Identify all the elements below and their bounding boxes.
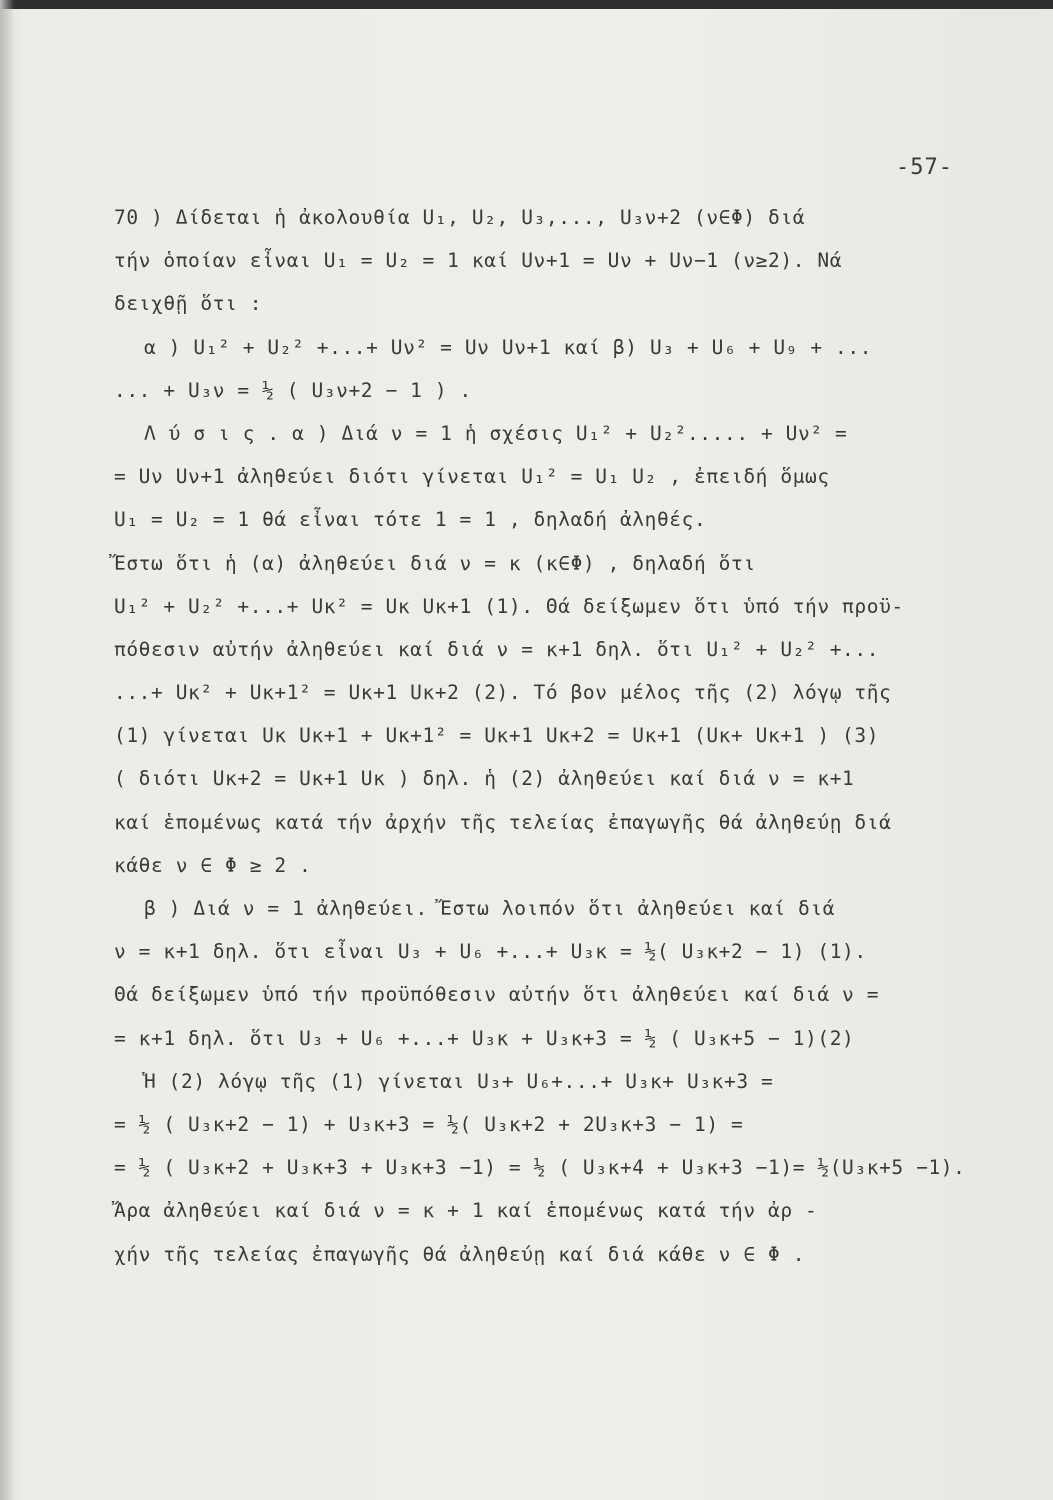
text-line: (1) γίνεται Uκ Uκ+1 + Uκ+1² = Uκ+1 Uκ+2 = Uκ+1 (Uκ+ Uκ+1 ) (3) [114,724,880,748]
text-line: κάθε ν ∈ Φ ≥ 2 . [114,853,312,877]
text-line: = κ+1 δηλ. ὅτι U₃ + U₆ +...+ U₃κ + U₃κ+3 = ½ ( U₃κ+5 − 1)(2) [114,1026,855,1050]
text-line: α ) U₁² + U₂² +...+ Uν² = Uν Uν+1 καί β) U₃ + U₆ + U₉ + ... [144,335,873,359]
page-number: -57- [896,155,953,180]
text-line: U₁ = U₂ = 1 θά εἶναι τότε 1 = 1 , δηλαδή ἀληθές. [114,508,707,532]
text-line: U₁² + U₂² +...+ Uκ² = Uκ Uκ+1 (1). Θά δείξωμεν ὅτι ὑπό τήν προϋ- [114,594,904,618]
text-line: καί ἑπομένως κατά τήν ἀρχήν τῆς τελείας ἐπαγωγῆς θά ἀληθεύῃ διά [114,810,892,834]
text-line: ... + U₃ν = ½ ( U₃ν+2 − 1 ) . [114,378,472,402]
text-line: πόθεσιν αὐτήν ἀληθεύει καί διά ν = κ+1 δηλ. ὅτι U₁² + U₂² +... [114,637,880,661]
text-line: β ) Διά ν = 1 ἀληθεύει. Ἔστω λοιπόν ὅτι ἀληθεύει καί διά [144,897,836,920]
scan-top-band [0,0,1053,9]
text-line: ( διότι Uκ+2 = Uκ+1 Uκ ) δηλ. ἡ (2) ἀληθεύει καί διά ν = κ+1 [114,767,855,791]
text-line: Ἔστω ὅτι ἡ (α) ἀληθεύει διά ν = κ (κ∈Φ) , δηλαδή ὅτι [114,551,756,575]
text-line: δειχθῇ ὅτι : [114,292,263,316]
text-line: 70 ) Δίδεται ἡ ἀκολουθία U₁, U₂, U₃,..., U₃ν+2 (ν∈Φ) διά [114,206,806,229]
binding-edge [0,0,14,1500]
text-line: ν = κ+1 δηλ. ὅτι εἶναι U₃ + U₆ +...+ U₃κ = ½( U₃κ+2 − 1) (1). [114,940,867,964]
text-line: Λ ύ σ ι ς . α ) Διά ν = 1 ἡ σχέσις U₁² + U₂²..... + Uν² = [144,421,848,445]
body-text [114,196,966,1276]
text-line: = ½ ( U₃κ+2 − 1) + U₃κ+3 = ½( U₃κ+2 + 2U₃κ+3 − 1) = [114,1112,744,1136]
text-line: ...+ Uκ² + Uκ+1² = Uκ+1 Uκ+2 (2). Τό βον μέλος τῆς (2) λόγῳ τῆς [114,681,892,705]
text-line: Ἡ (2) λόγῳ τῆς (1) γίνεται U₃+ U₆+...+ U₃κ+ U₃κ+3 = [144,1069,774,1093]
text-line: = Uν Uν+1 ἀληθεύει διότι γίνεται U₁² = U₁ U₂ , ἐπειδή ὅμως [114,465,830,489]
text-line: Θά δείξωμεν ὑπό τήν προϋπόθεσιν αὐτήν ὅτι ἀληθεύει καί διά ν = [114,983,880,1007]
text-line: = ½ ( U₃κ+2 + U₃κ+3 + U₃κ+3 −1) = ½ ( U₃κ+4 + U₃κ+3 −1)= ½(U₃κ+5 −1). [114,1156,966,1180]
text-line: τήν ὁποίαν εἶναι U₁ = U₂ = 1 καί Uν+1 = Uν + Uν−1 (ν≥2). Νά [114,249,843,273]
text-line: χήν τῆς τελείας ἐπαγωγῆς θά ἀληθεύῃ καί διά κάθε ν ∈ Φ . [114,1242,806,1266]
text-line: Ἄρα ἀληθεύει καί διά ν = κ + 1 καί ἑπομένως κατά τήν ἀρ - [114,1199,818,1223]
